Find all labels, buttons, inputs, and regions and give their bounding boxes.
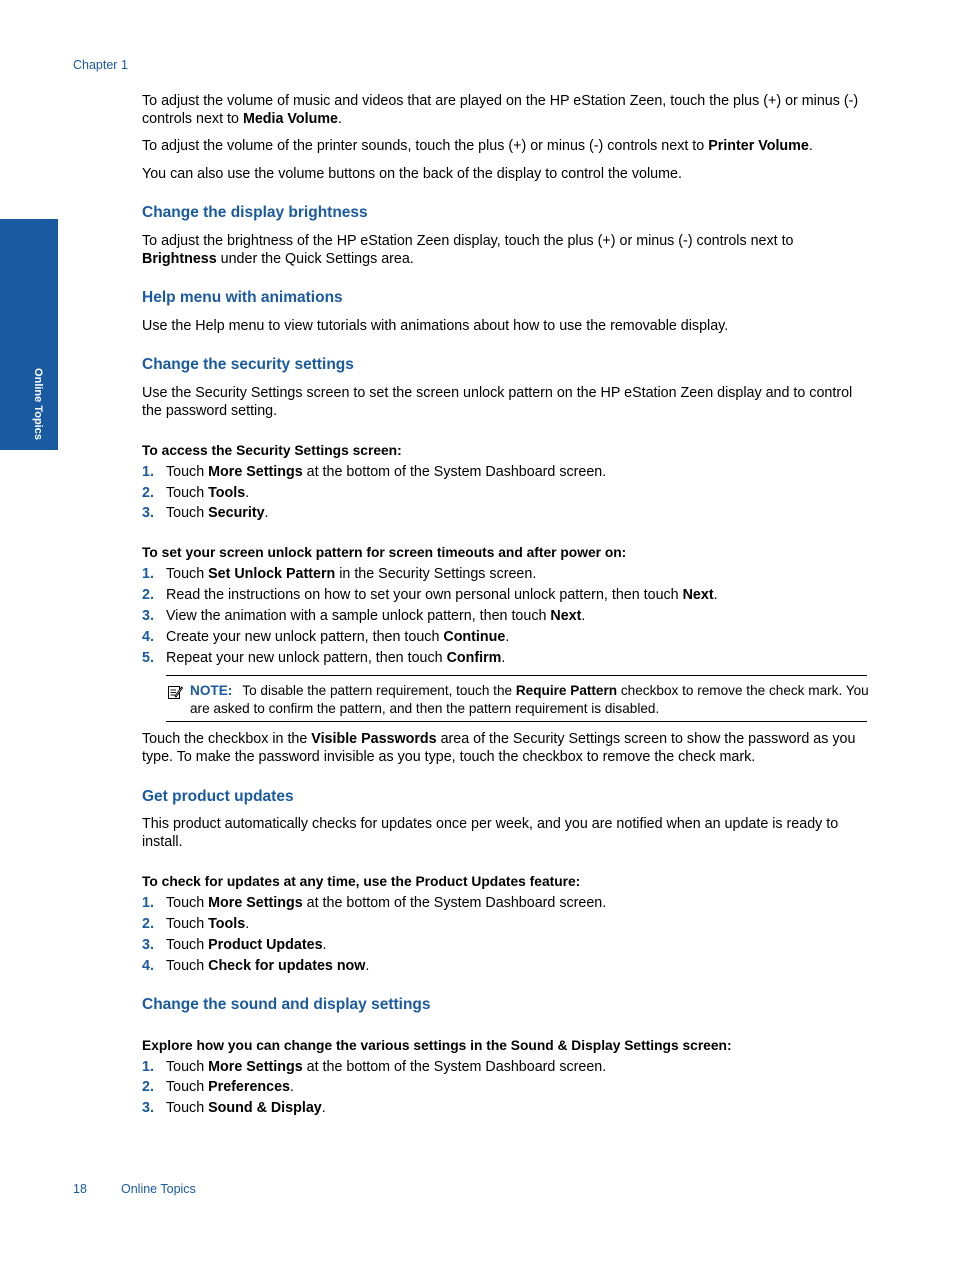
text: . [338,111,342,127]
unlock-pattern-label: To set your screen unlock pattern for screen timeouts and after power on: [142,545,627,560]
step-number: 3. [142,937,154,953]
updates-heading: Get product updates [142,788,294,805]
term: Check for updates now [208,958,366,974]
term: More Settings [208,464,303,480]
page-number: 18 [73,1182,87,1196]
text: To disable the pattern requirement, touch the [242,683,516,698]
text: . [245,485,250,501]
text: Touch [166,566,209,582]
brightness-term: Brightness [142,251,217,267]
visible-passwords-paragraph [142,730,868,766]
step-number: 1. [142,464,154,480]
text: Touch [166,916,209,932]
updates-paragraph: This product automatically checks for updates once per week, and you are notified when an update is ready to install. [142,816,839,850]
text: Read the instructions on how to set your own personal unlock pattern, then touch [166,587,683,603]
term: Sound & Display [208,1100,322,1116]
brightness-heading: Change the display brightness [142,204,368,221]
step-number: 2. [142,587,154,603]
text: Repeat your new unlock pattern, then touch [166,650,447,666]
text: under the Quick Settings area. [216,251,414,267]
step-number: 5. [142,650,154,666]
text: . [245,916,250,932]
printer-volume-term: Printer Volume [708,138,809,154]
step-number: 2. [142,916,154,932]
help-paragraph: Use the Help menu to view tutorials with animations about how to use the removable display. [142,318,729,334]
text: . [581,608,586,624]
step-number: 3. [142,608,154,624]
term: Continue [443,629,506,645]
text: in the Security Settings screen. [335,566,537,582]
text: area of the Security Settings screen to show the password as you type. To make the password invisible as you type, touch the checkbox to remove the check mark. [142,731,856,765]
text: Touch [166,958,209,974]
text: . [365,958,370,974]
text: Create your new unlock pattern, then touch [166,629,444,645]
updates-label: To check for updates at any time, use the Product Updates feature: [142,874,581,889]
text: at the bottom of the System Dashboard screen. [302,1059,607,1075]
note-text [190,682,870,718]
step-number: 1. [142,895,154,911]
require-pattern-term: Require Pattern [515,683,618,698]
brightness-paragraph [142,232,868,268]
text: Touch [166,505,209,521]
footer-section: Online Topics [121,1182,196,1196]
text: . [322,937,327,953]
term: Set Unlock Pattern [208,566,336,582]
text: checkbox to remove the check mark. You are asked to confirm the pattern, and then the pattern requirement is disabled. [190,683,869,716]
step-number: 1. [142,1059,154,1075]
visible-passwords-term: Visible Passwords [311,731,437,747]
text: . [808,138,813,154]
sound-heading: Change the sound and display settings [142,996,431,1013]
security-paragraph: Use the Security Settings screen to set the screen unlock pattern on the HP eStation Zeen display and to control the password setting. [142,385,853,419]
term: Tools [208,485,246,501]
text: at the bottom of the System Dashboard screen. [302,464,607,480]
text: Touch [166,1100,209,1116]
step-number: 2. [142,485,154,501]
help-heading: Help menu with animations [142,289,343,306]
term: More Settings [208,895,303,911]
step-number: 4. [142,958,154,974]
term: Preferences [208,1079,290,1095]
text: at the bottom of the System Dashboard screen. [302,895,607,911]
term: Product Updates [208,937,323,953]
text: Touch [166,1079,209,1095]
security-heading: Change the security settings [142,356,354,373]
text: To adjust the volume of the printer sounds, touch the plus (+) or minus (-) controls next to [142,138,709,154]
text: To adjust the brightness of the HP eStation Zeen display, touch the plus (+) or minus (-) controls next to [142,233,794,249]
term: Security [208,505,265,521]
text: . [713,587,718,603]
text: . [264,505,269,521]
step-number: 3. [142,1100,154,1116]
step-number: 3. [142,505,154,521]
text: Touch [166,485,209,501]
sound-label: Explore how you can change the various settings in the Sound & Display Settings screen: [142,1038,732,1053]
volume-buttons-paragraph: You can also use the volume buttons on the back of the display to control the volume. [142,166,682,182]
text: Touch the checkbox in the [142,731,312,747]
printer-volume-paragraph [142,137,868,155]
text: . [290,1079,294,1095]
text: Touch [166,1059,209,1075]
media-volume-paragraph [142,92,868,128]
chapter-header: Chapter 1 [73,58,128,72]
media-volume-term: Media Volume [242,111,339,127]
text: View the animation with a sample unlock pattern, then touch [166,608,551,624]
side-tab [0,219,58,450]
note-label: NOTE: [190,683,233,698]
term: Confirm [446,650,502,666]
text: Touch [166,937,209,953]
side-tab-label: Online Topics [32,368,44,440]
step-number: 2. [142,1079,154,1095]
step-number: 4. [142,629,154,645]
access-security-label: To access the Security Settings screen: [142,443,402,458]
text: . [321,1100,326,1116]
text: Touch [166,895,209,911]
note-box [166,675,867,722]
step-number: 1. [142,566,154,582]
text: Touch [166,464,209,480]
text: . [505,629,510,645]
term: More Settings [208,1059,303,1075]
term: Next [682,587,714,603]
text: To adjust the volume of music and videos that are played on the HP eStation Zeen, touch the plus (+) or minus (-) controls next to [142,93,859,127]
term: Tools [208,916,246,932]
note-icon [167,684,183,700]
term: Next [550,608,582,624]
text: . [501,650,506,666]
